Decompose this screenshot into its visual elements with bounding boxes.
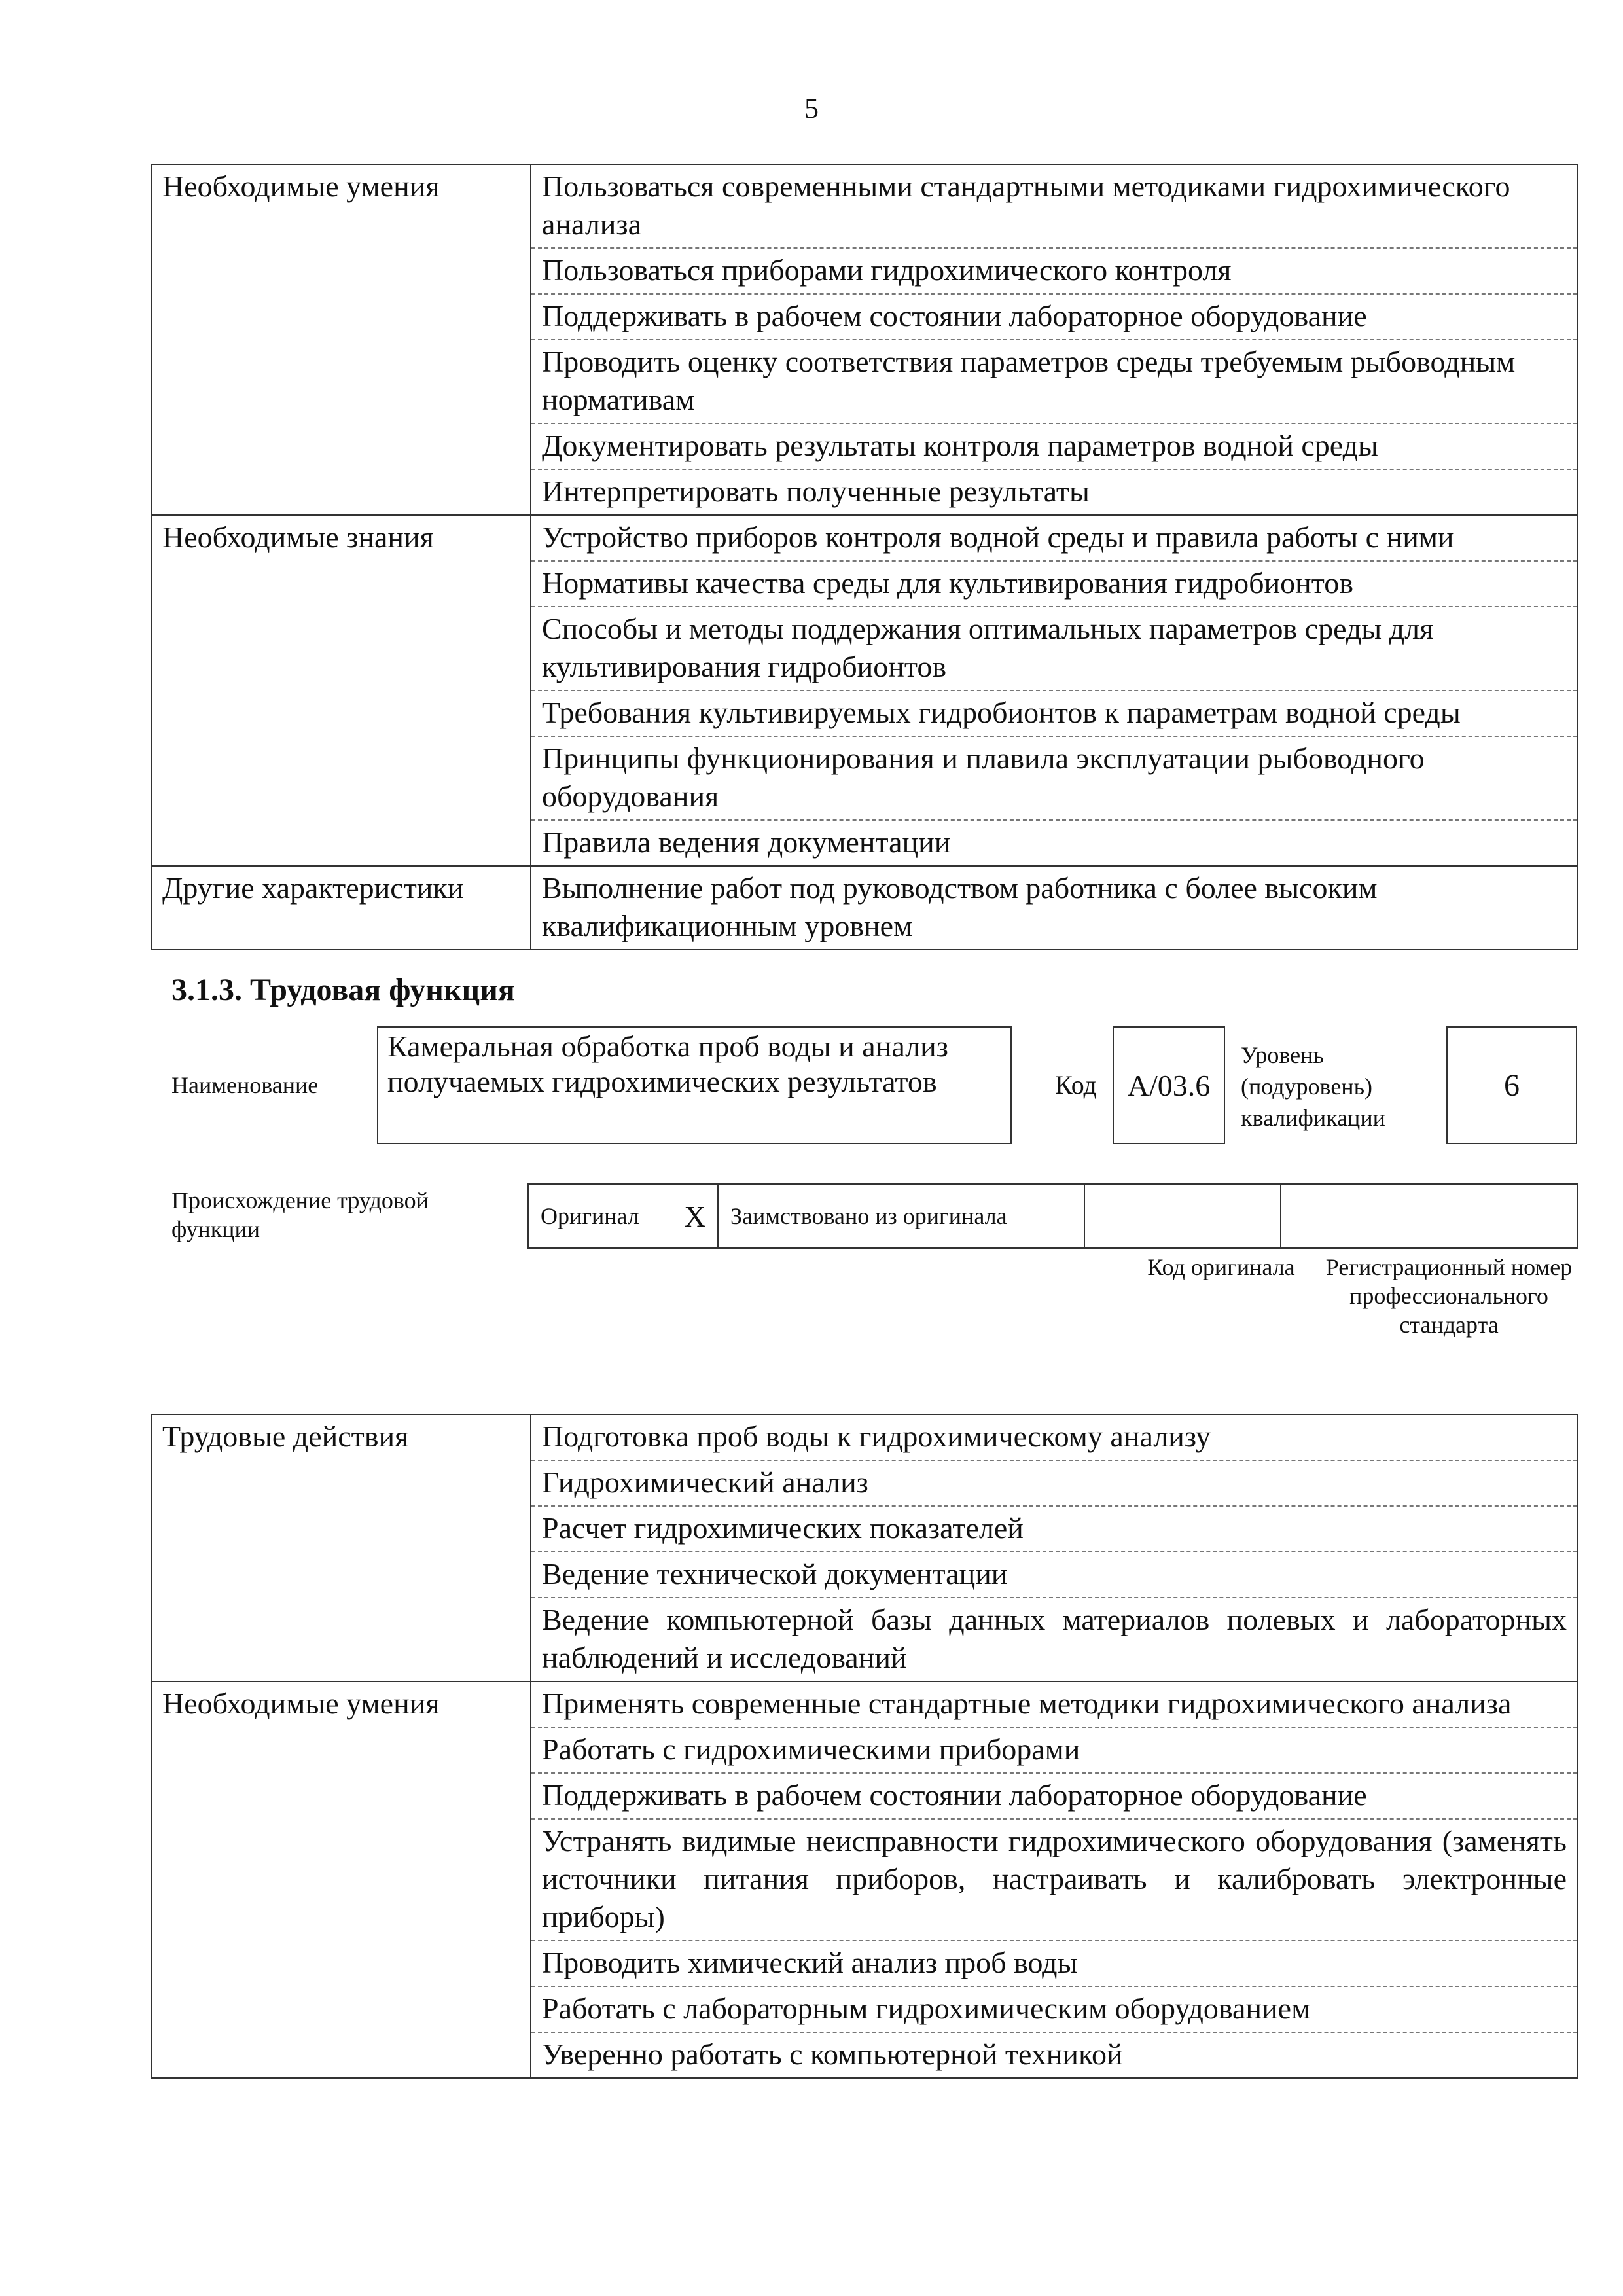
origin-label: Происхождение трудовой функции — [171, 1187, 429, 1242]
table-row-item: Проводить химический анализ проб воды — [531, 1941, 1578, 1986]
original-label: Оригинал — [541, 1203, 639, 1229]
category-cell: Трудовые действия — [151, 1414, 531, 1681]
table-row-item: Уверенно работать с компьютерной техникой — [531, 2032, 1578, 2078]
category-cell: Необходимые умения — [151, 164, 531, 515]
table-row-item: Пользоваться приборами гидрохимического контроля — [531, 248, 1578, 294]
table-row-item: Ведение компьютерной базы данных материалов полевых и лабораторных наблюдений и исследований — [531, 1598, 1578, 1681]
borrowed-label: Заимствовано из оригинала — [730, 1203, 1007, 1229]
table-row-item: Пользоваться современными стандартными методиками гидрохимического анализа — [531, 164, 1578, 248]
table-row-item: Требования культивируемых гидробионтов к параметрам водной среды — [531, 691, 1578, 736]
original-mark: X — [673, 1185, 719, 1247]
code-box: А/03.6 — [1113, 1026, 1225, 1144]
table-row-item: Устранять видимые неисправности гидрохимического оборудования (заменять источники питания приборов, настраивать и калибровать электронные приборы) — [531, 1819, 1578, 1941]
level-label-3: квалификации — [1241, 1105, 1385, 1131]
function-name-box: Камеральная обработка проб воды и анализ получаемых гидрохимических результатов — [377, 1026, 1012, 1144]
table-row-item: Устройство приборов контроля водной среды и правила работы с ними — [531, 515, 1578, 561]
level-box: 6 — [1446, 1026, 1577, 1144]
reg-number-cell — [1281, 1185, 1577, 1247]
table-row-item: Поддерживать в рабочем состоянии лабораторное оборудование — [531, 1773, 1578, 1819]
name-label: Наименование — [171, 1072, 319, 1098]
category-cell: Необходимые знания — [151, 515, 531, 866]
requirements-table-1 — [151, 164, 1578, 950]
table-row-item: Выполнение работ под руководством работника с более высоким квалификационным уровнем — [531, 866, 1578, 950]
code-original-caption: Код оригинала — [1147, 1254, 1295, 1280]
table-row-item: Гидрохимический анализ — [531, 1460, 1578, 1506]
table-row-item: Способы и методы поддержания оптимальных параметров среды для культивирования гидробионтов — [531, 607, 1578, 691]
table-row-item: Работать с гидрохимическими приборами — [531, 1727, 1578, 1773]
reg-number-caption: Регистрационный номер профессионального стандарта — [1325, 1254, 1573, 1338]
table-row-item: Принципы функционирования и плавила эксплуатации рыбоводного оборудования — [531, 736, 1578, 820]
page-number: 5 — [804, 92, 819, 124]
code-label: Код — [1055, 1070, 1097, 1100]
table-row-item: Документировать результаты контроля параметров водной среды — [531, 423, 1578, 469]
table-row-item: Подготовка проб воды к гидрохимическому анализу — [531, 1414, 1578, 1460]
section-title: 3.1.3. Трудовая функция — [171, 973, 515, 1007]
table-row-item: Поддерживать в рабочем состоянии лабораторное оборудование — [531, 294, 1578, 340]
code-original-cell — [1085, 1185, 1281, 1247]
table-row-item: Работать с лабораторным гидрохимическим оборудованием — [531, 1986, 1578, 2032]
table-row-item: Применять современные стандартные методики гидрохимического анализа — [531, 1681, 1578, 1727]
table-row-item: Ведение технической документации — [531, 1552, 1578, 1598]
table-row-item: Правила ведения документации — [531, 820, 1578, 866]
borrowed-cell — [719, 1185, 1085, 1247]
category-cell: Необходимые умения — [151, 1681, 531, 2078]
table-row-item: Интерпретировать полученные результаты — [531, 469, 1578, 515]
category-cell: Другие характеристики — [151, 866, 531, 950]
origin-row — [527, 1183, 1578, 1249]
requirements-table-2 — [151, 1414, 1578, 2079]
table-row-item: Расчет гидрохимических показателей — [531, 1506, 1578, 1552]
level-label-2: (подуровень) — [1241, 1073, 1372, 1100]
table-row-item: Проводить оценку соответствия параметров среды требуемым рыбоводным нормативам — [531, 340, 1578, 423]
level-label-1: Уровень — [1241, 1042, 1324, 1068]
table-row-item: Нормативы качества среды для культивирования гидробионтов — [531, 561, 1578, 607]
